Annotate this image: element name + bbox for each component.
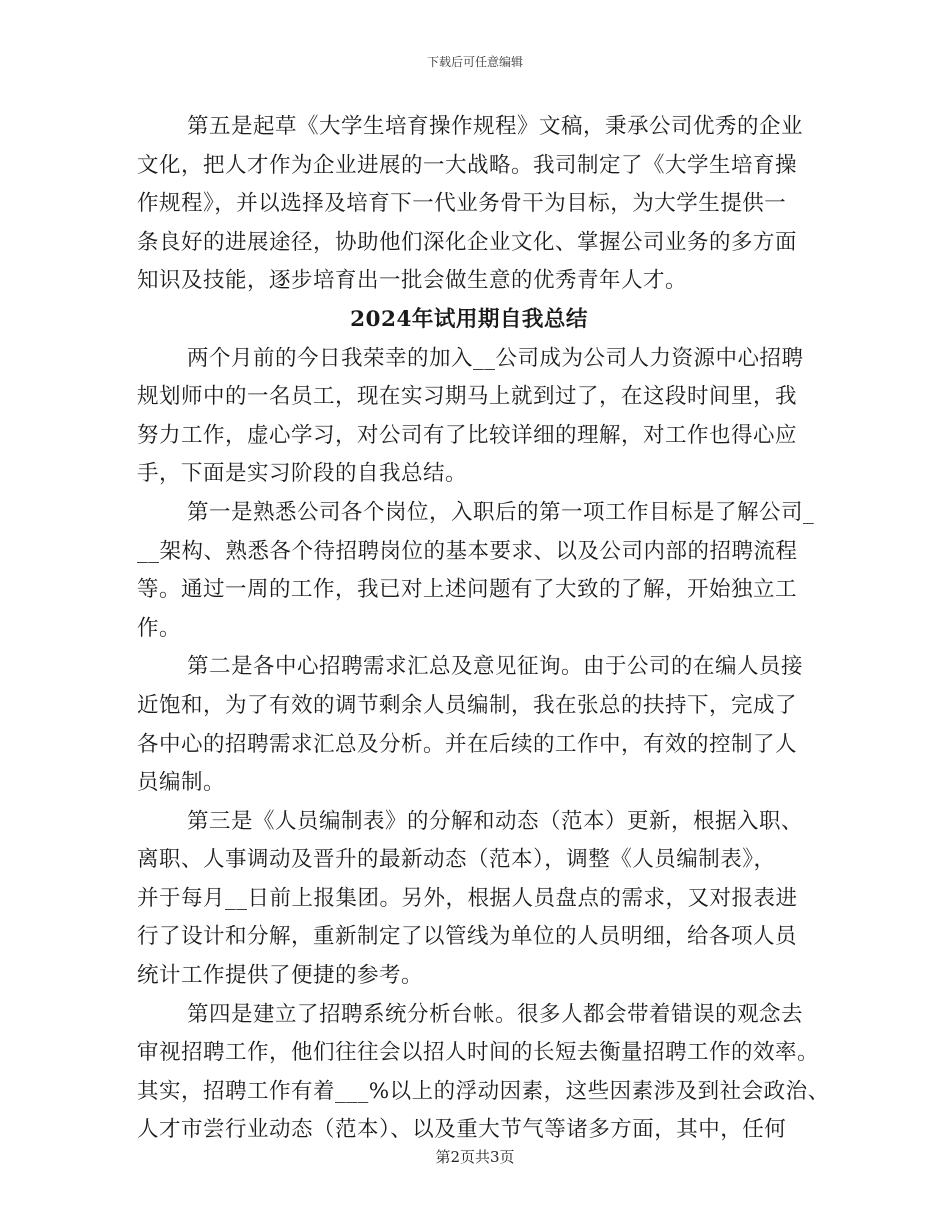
paragraph-line: 第四是建立了招聘系统分析台帐。很多人都会带着错误的观念去 bbox=[187, 1001, 804, 1027]
paragraph-line: 第五是起草《大学生培育操作规程》文稿，秉承公司优秀的企业 bbox=[187, 114, 804, 139]
paragraph-line: 人才市尝行业动态（范本）、以及重大节气等诸多方面，其中，任何 bbox=[137, 1117, 787, 1143]
paragraph-line: 第三是《人员编制表》的分解和动态（范本）更新，根据入职、 bbox=[187, 808, 804, 834]
paragraph-line: 审视招聘工作，他们往往会以招人时间的长短去衡量招聘工作的效率。 bbox=[137, 1040, 820, 1066]
paragraph-line: 文化，把人才作为企业进展的一大战略。我司制定了《大学生培育操 bbox=[137, 152, 798, 178]
paragraph-line: 员编制。 bbox=[137, 770, 226, 796]
paragraph-line: 作。 bbox=[137, 615, 182, 641]
paragraph-line: 规划师中的一名员工，现在实习期马上就到过了，在这段时间里，我 bbox=[137, 384, 798, 410]
paragraph-line: 并于每月__日前上报集团。另外，根据人员盘点的需求，又对报表进 bbox=[137, 885, 798, 911]
paragraph-second-item bbox=[137, 648, 804, 802]
document-title: 2024年试用期自我总结 bbox=[350, 306, 588, 332]
paragraph-first-item bbox=[137, 494, 815, 648]
paragraph-line: __架构、熟悉各个待招聘岗位的基本要求、以及公司内部的招聘流程 bbox=[137, 538, 798, 564]
paragraph-line: 等。通过一周的工作，我已对上述问题有了大致的了解，开始独立工 bbox=[137, 577, 798, 603]
paragraph-line: 第二是各中心招聘需求汇总及意见征询。由于公司的在编人员接 bbox=[187, 654, 804, 680]
paragraph-fourth-item bbox=[137, 996, 830, 1150]
paragraph-line: 条良好的进展途径，协助他们深化企业文化、掌握公司业务的多方面 bbox=[137, 229, 798, 255]
paragraph-line: 两个月前的今日我荣幸的加入__公司成为公司人力资源中心招聘 bbox=[187, 345, 804, 371]
paragraph-intro bbox=[137, 340, 804, 494]
paragraph-line: 行了设计和分解，重新制定了以管线为单位的人员明细，给各项人员 bbox=[137, 924, 798, 950]
paragraph-line: 作规程》，并以选择及培育下一代业务骨干为目标，为大学生提供一 bbox=[137, 191, 787, 217]
paragraph-line: 各中心的招聘需求汇总及分析。并在后续的工作中，有效的控制了人 bbox=[137, 731, 798, 757]
page-header: 下载后可任意编辑 bbox=[426, 55, 523, 69]
paragraph-line: 第一是熟悉公司各个岗位，入职后的第一项工作目标是了解公司_ bbox=[187, 499, 815, 525]
paragraph-line: 手，下面是实习阶段的自我总结。 bbox=[137, 461, 468, 487]
page-number: 第2页共3页 bbox=[435, 1148, 515, 1166]
paragraph-third-item bbox=[137, 803, 804, 996]
paragraph-line: 努力工作，虚心学习，对公司有了比较详细的理解，对工作也得心应 bbox=[137, 422, 798, 448]
paragraph-line: 其实，招聘工作有着___%以上的浮动因素，这些因素涉及到社会政治、 bbox=[137, 1078, 830, 1104]
paragraph-line: 离职、人事调动及晋升的最新动态（范本），调整《人员编制表》， bbox=[137, 847, 776, 873]
paragraph-line: 统计工作提供了便捷的参考。 bbox=[137, 963, 424, 989]
paragraph-line: 知识及技能，逐步培育出一批会做生意的优秀青年人才。 bbox=[137, 268, 688, 294]
paragraph-fifth-item bbox=[137, 108, 804, 301]
paragraph-line: 近饱和，为了有效的调节剩余人员编制，我在张总的扶持下，完成了 bbox=[137, 692, 798, 718]
document-body bbox=[137, 108, 830, 1150]
